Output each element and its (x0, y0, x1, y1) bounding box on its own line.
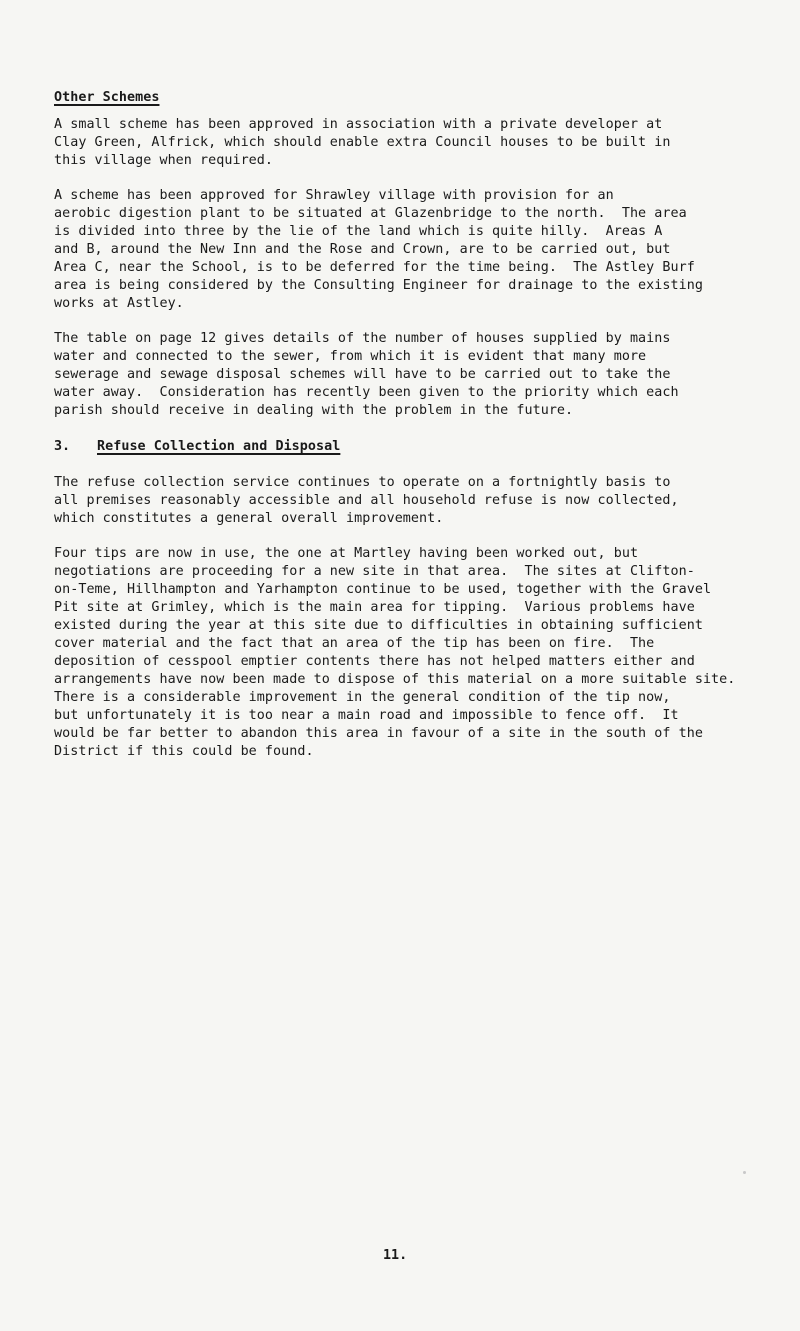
text-line: cover material and the fact that an area of the tip has been on fire. The (54, 636, 655, 651)
text-line: Clay Green, Alfrick, which should enable extra Council houses to be built in (54, 135, 671, 150)
scan-speck (743, 1171, 746, 1174)
text-line: area is being considered by the Consulting Engineer for drainage to the existing (54, 278, 703, 293)
text-line: Area C, near the School, is to be deferred for the time being. The Astley Burf (54, 260, 695, 275)
text-line: District if this could be found. (54, 744, 314, 759)
text-line: negotiations are proceeding for a new site in that area. The sites at Clifton- (54, 564, 695, 579)
text-line: parish should receive in dealing with the problem in the future. (54, 403, 574, 418)
text-line: existed during the year at this site due to difficulties in obtaining sufficient (54, 618, 703, 633)
text-line: The refuse collection service continues to operate on a fortnightly basis to (54, 475, 671, 490)
text-line: deposition of cesspool emptier contents there has not helped matters either and (54, 654, 695, 669)
heading-other-schemes: Other Schemes (54, 90, 160, 105)
text-line: sewerage and sewage disposal schemes will have to be carried out to take the (54, 367, 671, 382)
text-line: Four tips are now in use, the one at Martley having been worked out, but (54, 546, 639, 561)
text-line: but unfortunately it is too near a main road and impossible to fence off. It (54, 708, 679, 723)
text-line: all premises reasonably accessible and all household refuse is now collected, (54, 493, 679, 508)
page-number: 11. (383, 1248, 408, 1263)
text-line: A scheme has been approved for Shrawley village with provision for an (54, 188, 614, 203)
text-line: is divided into three by the lie of the land which is quite hilly. Areas A (54, 224, 663, 239)
text-line: aerobic digestion plant to be situated at Glazenbridge to the north. The area (54, 206, 687, 221)
text-line: water away. Consideration has recently been given to the priority which each (54, 385, 679, 400)
text-line: works at Astley. (54, 296, 184, 311)
text-line: Pit site at Grimley, which is the main area for tipping. Various problems have (54, 600, 695, 615)
text-line: which constitutes a general overall improvement. (54, 511, 444, 526)
section-number: 3. (54, 439, 71, 454)
section-title: Refuse Collection and Disposal (97, 439, 341, 454)
text-line: on-Teme, Hillhampton and Yarhampton continue to be used, together with the Gravel (54, 582, 712, 597)
text-line: A small scheme has been approved in association with a private developer at (54, 117, 663, 132)
text-line: The table on page 12 gives details of the number of houses supplied by mains (54, 331, 671, 346)
text-line: There is a considerable improvement in the general condition of the tip now, (54, 690, 671, 705)
text-line: would be far better to abandon this area in favour of a site in the south of the (54, 726, 703, 741)
text-line: and B, around the New Inn and the Rose and Crown, are to be carried out, but (54, 242, 671, 257)
text-line: water and connected to the sewer, from which it is evident that many more (54, 349, 647, 364)
text-line: this village when required. (54, 153, 274, 168)
text-line: arrangements have now been made to dispose of this material on a more suitable site. (54, 672, 736, 687)
